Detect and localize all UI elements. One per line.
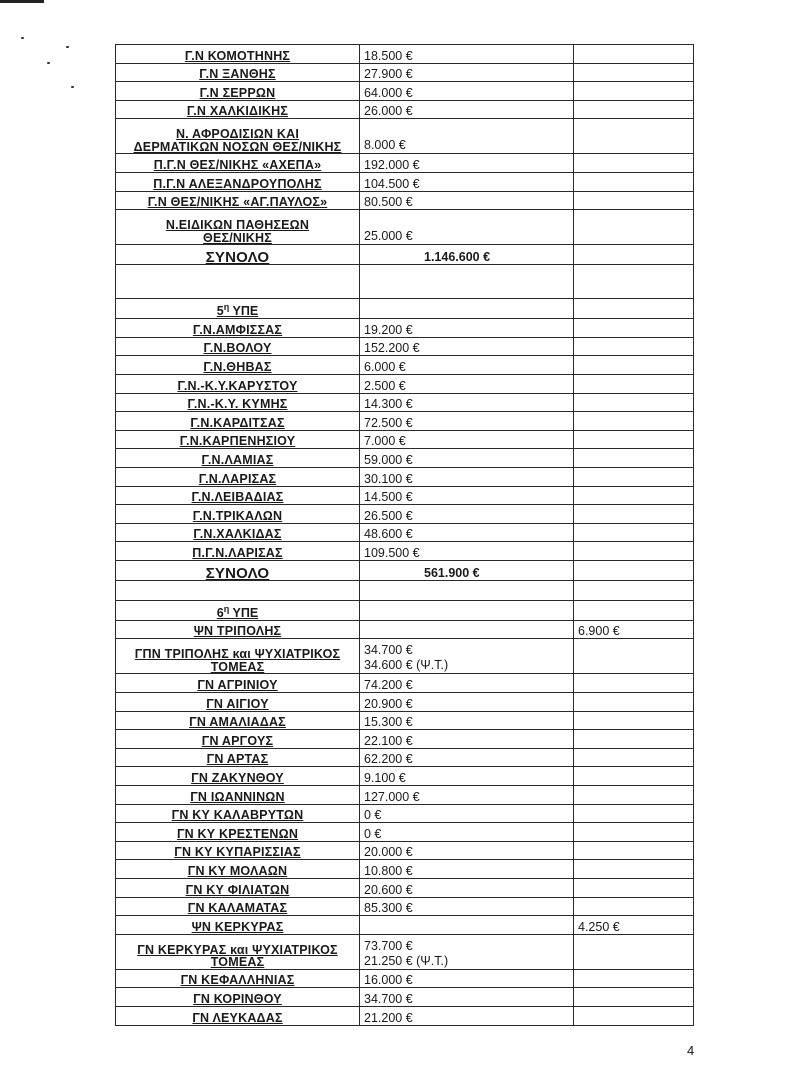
- amount-cell: [360, 916, 574, 935]
- facility-name: ΓΝ ΛΕΥΚΑΔΑΣ: [116, 1006, 360, 1025]
- facility-name: ΓΝ ΚΥ ΦΙΛΙΑΤΩΝ: [116, 879, 360, 898]
- amount-cell: 10.800 €: [360, 860, 574, 879]
- total-label: ΣΥΝΟΛΟ: [116, 245, 360, 265]
- facility-name: Π.Γ.Ν.ΛΑΡΙΣΑΣ: [116, 542, 360, 561]
- total-value: 1.146.600 €: [360, 245, 574, 265]
- facility-name: ΓΝ ΚΥ ΚΡΕΣΤΕΝΩΝ: [116, 823, 360, 842]
- table-row: [116, 934, 694, 969]
- extra-amount-cell: [574, 767, 694, 786]
- amount-cell: 15.300 €: [360, 711, 574, 730]
- table-row: [116, 154, 694, 173]
- extra-amount-cell: 4.250 €: [574, 916, 694, 935]
- facility-name: Γ.Ν.ΛΑΜΙΑΣ: [116, 449, 360, 468]
- amount-line: 73.700 €: [364, 938, 413, 953]
- table-row: [116, 711, 694, 730]
- facility-name-line: ΘΕΣ/ΝΙΚΗΣ: [203, 230, 272, 245]
- table-row: [116, 45, 694, 64]
- table-row: [116, 860, 694, 879]
- extra-amount-cell: [574, 210, 694, 245]
- empty-cell: [574, 600, 694, 620]
- facility-name: ΓΝ ΑΜΑΛΙΑΔΑΣ: [116, 711, 360, 730]
- amount-cell: 26.500 €: [360, 505, 574, 524]
- table-row: [116, 319, 694, 338]
- total-label: ΣΥΝΟΛΟ: [116, 560, 360, 580]
- amount-cell: 72.500 €: [360, 412, 574, 431]
- extra-amount-cell: [574, 711, 694, 730]
- table-row: [116, 639, 694, 674]
- extra-amount-cell: [574, 823, 694, 842]
- facility-name: Γ.Ν.-Κ.Υ. ΚΥΜΗΣ: [116, 393, 360, 412]
- table-row: [116, 449, 694, 468]
- amount-cell: 64.000 €: [360, 82, 574, 101]
- extra-amount-cell: [574, 119, 694, 154]
- extra-amount-cell: [574, 100, 694, 119]
- facility-name: Γ.Ν.ΒΟΛΟΥ: [116, 337, 360, 356]
- facility-name: ΓΝ ΑΓΡΙΝΙΟΥ: [116, 674, 360, 693]
- amount-cell: 30.100 €: [360, 467, 574, 486]
- facility-name: ΓΝ ΑΡΓΟΥΣ: [116, 730, 360, 749]
- facility-name: ΓΝ ΚΑΛΑΜΑΤΑΣ: [116, 897, 360, 916]
- facility-name: [116, 934, 360, 969]
- amount-cell: 109.500 €: [360, 542, 574, 561]
- table-row: [116, 730, 694, 749]
- amount-cell: 0 €: [360, 804, 574, 823]
- empty-cell: [360, 600, 574, 620]
- amount-cell: 16.000 €: [360, 969, 574, 988]
- extra-amount-cell: [574, 542, 694, 561]
- facility-name: Π.Γ.Ν ΑΛΕΞΑΝΔΡΟΥΠΟΛΗΣ: [116, 172, 360, 191]
- table-row: [116, 988, 694, 1007]
- facility-name: Γ.Ν.ΛΕΙΒΑΔΙΑΣ: [116, 486, 360, 505]
- facility-name: Γ.Ν ΘΕΣ/ΝΙΚΗΣ «ΑΓ.ΠΑΥΛΟΣ»: [116, 191, 360, 210]
- amount-line: 34.700 €: [364, 643, 413, 658]
- facility-name: ΓΝ ΚΟΡΙΝΘΟΥ: [116, 988, 360, 1007]
- facility-name: Π.Γ.Ν ΘΕΣ/ΝΙΚΗΣ «ΑΧΕΠΑ»: [116, 154, 360, 173]
- extra-amount-cell: [574, 804, 694, 823]
- section-heading: $5^\eta$ ΥΠΕ: [116, 299, 360, 319]
- table-row: [116, 430, 694, 449]
- empty-cell: [360, 265, 574, 299]
- facility-name: ΓΝ ΙΩΑΝΝΙΝΩΝ: [116, 786, 360, 805]
- facility-name: Γ.Ν ΞΑΝΘΗΣ: [116, 63, 360, 82]
- scan-speck: [66, 46, 69, 48]
- facility-name-line: ΤΟΜΕΑΣ: [210, 659, 265, 674]
- amount-cell: 14.500 €: [360, 486, 574, 505]
- amount-cell: 20.000 €: [360, 841, 574, 860]
- amount-cell: [360, 639, 574, 674]
- extra-amount-cell: [574, 319, 694, 338]
- facility-name-line: Ν. ΑΦΡΟΔΙΣΙΩΝ ΚΑΙ: [175, 127, 300, 142]
- amount-cell: [360, 119, 574, 154]
- table-row: [116, 265, 694, 299]
- amount-cell: 192.000 €: [360, 154, 574, 173]
- empty-cell: [116, 580, 360, 600]
- facility-name: ΓΝ ΑΙΓΙΟΥ: [116, 693, 360, 712]
- extra-amount-cell: [574, 467, 694, 486]
- table-row: [116, 580, 694, 600]
- empty-cell: [360, 299, 574, 319]
- table-row: [116, 210, 694, 245]
- total-value: 561.900 €: [360, 560, 574, 580]
- facility-name: Γ.Ν.ΘΗΒΑΣ: [116, 356, 360, 375]
- amount-cell: 2.500 €: [360, 374, 574, 393]
- facility-name: ΨΝ ΤΡΙΠΟΛΗΣ: [116, 620, 360, 639]
- facility-name: Γ.Ν ΚΟΜΟΤΗΝΗΣ: [116, 45, 360, 64]
- facility-name-line: ΓΝ ΚΕΡΚΥΡΑΣ και ΨΥΧΙΑΤΡΙΚΟΣ: [137, 942, 338, 957]
- table-row: [116, 767, 694, 786]
- amount-cell: [360, 934, 574, 969]
- amount-line: 21.250 € (Ψ.Τ.): [364, 953, 449, 968]
- amount-cell: 6.000 €: [360, 356, 574, 375]
- amount-cell: 20.600 €: [360, 879, 574, 898]
- extra-amount-cell: [574, 748, 694, 767]
- table-row: [116, 467, 694, 486]
- amount-cell: 34.700 €: [360, 988, 574, 1007]
- extra-amount-cell: [574, 639, 694, 674]
- extra-amount-cell: [574, 879, 694, 898]
- amount-cell: 74.200 €: [360, 674, 574, 693]
- extra-amount-cell: [574, 934, 694, 969]
- empty-cell: [574, 265, 694, 299]
- table-row: [116, 299, 694, 319]
- amount-cell: 152.200 €: [360, 337, 574, 356]
- table-row: [116, 693, 694, 712]
- facility-name: [116, 639, 360, 674]
- extra-amount-cell: [574, 63, 694, 82]
- page-number: 4: [687, 1043, 695, 1058]
- amount-cell: 59.000 €: [360, 449, 574, 468]
- extra-amount-cell: [574, 730, 694, 749]
- extra-amount-cell: [574, 449, 694, 468]
- facility-name-line: Ν.ΕΙΔΙΚΩΝ ΠΑΘΗΣΕΩΝ: [165, 218, 310, 233]
- amount-line: 25.000 €: [364, 229, 413, 244]
- table-row: [116, 191, 694, 210]
- extra-amount-cell: [574, 245, 694, 265]
- amount-cell: 21.200 €: [360, 1006, 574, 1025]
- facility-name: ΓΝ ΚΥ ΜΟΛΑΩΝ: [116, 860, 360, 879]
- extra-amount-cell: [574, 430, 694, 449]
- facility-name: ΓΝ ΑΡΤΑΣ: [116, 748, 360, 767]
- amount-cell: [360, 210, 574, 245]
- table-row: [116, 82, 694, 101]
- amount-cell: 20.900 €: [360, 693, 574, 712]
- amount-line: 8.000 €: [364, 138, 406, 153]
- empty-cell: [116, 265, 360, 299]
- table-row: [116, 412, 694, 431]
- table-row: [116, 969, 694, 988]
- facility-name-line: ΓΠΝ ΤΡΙΠΟΛΗΣ και ΨΥΧΙΑΤΡΙΚΟΣ: [134, 647, 341, 662]
- extra-amount-cell: [574, 172, 694, 191]
- facility-name: [116, 119, 360, 154]
- extra-amount-cell: [574, 45, 694, 64]
- extra-amount-cell: [574, 523, 694, 542]
- table-row: [116, 119, 694, 154]
- scan-speck: [71, 86, 74, 88]
- amount-cell: 27.900 €: [360, 63, 574, 82]
- table-row: [116, 523, 694, 542]
- table-row: [116, 542, 694, 561]
- amount-cell: 104.500 €: [360, 172, 574, 191]
- amount-cell: 48.600 €: [360, 523, 574, 542]
- table-row: [116, 63, 694, 82]
- extra-amount-cell: [574, 693, 694, 712]
- extra-amount-cell: [574, 82, 694, 101]
- table-row: [116, 245, 694, 265]
- facility-name: Γ.Ν.ΛΑΡΙΣΑΣ: [116, 467, 360, 486]
- extra-amount-cell: [574, 393, 694, 412]
- table-row: [116, 804, 694, 823]
- amount-cell: 22.100 €: [360, 730, 574, 749]
- extra-amount-cell: 6.900 €: [574, 620, 694, 639]
- amount-cell: 14.300 €: [360, 393, 574, 412]
- extra-amount-cell: [574, 191, 694, 210]
- extra-amount-cell: [574, 674, 694, 693]
- extra-amount-cell: [574, 356, 694, 375]
- empty-cell: [574, 299, 694, 319]
- facility-name: Γ.Ν.ΚΑΡΔΙΤΣΑΣ: [116, 412, 360, 431]
- table-row: [116, 172, 694, 191]
- amount-cell: 127.000 €: [360, 786, 574, 805]
- facility-name: Γ.Ν ΧΑΛΚΙΔΙΚΗΣ: [116, 100, 360, 119]
- extra-amount-cell: [574, 154, 694, 173]
- facility-name: [116, 210, 360, 245]
- table-row: [116, 879, 694, 898]
- facility-name: Γ.Ν.ΚΑΡΠΕΝΗΣΙΟΥ: [116, 430, 360, 449]
- ordinal-suffix: η: [223, 603, 230, 614]
- extra-amount-cell: [574, 337, 694, 356]
- amount-cell: 7.000 €: [360, 430, 574, 449]
- table-row: [116, 393, 694, 412]
- amount-cell: 26.000 €: [360, 100, 574, 119]
- extra-amount-cell: [574, 841, 694, 860]
- table-row: [116, 486, 694, 505]
- table-row: [116, 100, 694, 119]
- amount-cell: 85.300 €: [360, 897, 574, 916]
- extra-amount-cell: [574, 897, 694, 916]
- section-heading: $6^\eta$ ΥΠΕ: [116, 600, 360, 620]
- scan-edge-mark: [0, 0, 44, 3]
- table-row: [116, 505, 694, 524]
- facility-name: ΓΝ ΚΕΦΑΛΛΗΝΙΑΣ: [116, 969, 360, 988]
- amount-cell: 19.200 €: [360, 319, 574, 338]
- facility-name: ΓΝ ΚΥ ΚΑΛΑΒΡΥΤΩΝ: [116, 804, 360, 823]
- amount-line: 34.600 € (Ψ.Τ.): [364, 658, 449, 673]
- budget-table: [115, 44, 694, 1026]
- facility-name: ΓΝ ΚΥ ΚΥΠΑΡΙΣΣΙΑΣ: [116, 841, 360, 860]
- table-row: [116, 374, 694, 393]
- extra-amount-cell: [574, 560, 694, 580]
- extra-amount-cell: [574, 969, 694, 988]
- extra-amount-cell: [574, 486, 694, 505]
- facility-name: ΓΝ ΖΑΚΥΝΘΟΥ: [116, 767, 360, 786]
- extra-amount-cell: [574, 860, 694, 879]
- table-row: [116, 823, 694, 842]
- facility-name: Γ.Ν.-Κ.Υ.ΚΑΡΥΣΤΟΥ: [116, 374, 360, 393]
- table-row: [116, 1006, 694, 1025]
- extra-amount-cell: [574, 988, 694, 1007]
- table-row: [116, 841, 694, 860]
- facility-name: Γ.Ν ΣΕΡΡΩΝ: [116, 82, 360, 101]
- table-row: [116, 560, 694, 580]
- amount-cell: 80.500 €: [360, 191, 574, 210]
- extra-amount-cell: [574, 505, 694, 524]
- amount-cell: 0 €: [360, 823, 574, 842]
- table-row: [116, 916, 694, 935]
- table-row: [116, 786, 694, 805]
- amount-cell: 18.500 €: [360, 45, 574, 64]
- extra-amount-cell: [574, 1006, 694, 1025]
- table-row: [116, 674, 694, 693]
- extra-amount-cell: [574, 786, 694, 805]
- facility-name: ΨΝ ΚΕΡΚΥΡΑΣ: [116, 916, 360, 935]
- table-row: [116, 748, 694, 767]
- empty-cell: [574, 580, 694, 600]
- extra-amount-cell: [574, 374, 694, 393]
- table-row: [116, 337, 694, 356]
- amount-cell: 62.200 €: [360, 748, 574, 767]
- scan-speck: [47, 62, 50, 64]
- table-row: [116, 620, 694, 639]
- amount-cell: [360, 620, 574, 639]
- facility-name: Γ.Ν.ΧΑΛΚΙΔΑΣ: [116, 523, 360, 542]
- amount-cell: 9.100 €: [360, 767, 574, 786]
- ordinal-suffix: η: [223, 302, 230, 312]
- scan-speck: [21, 37, 24, 39]
- facility-name-line: ΔΕΡΜΑΤΙΚΩΝ ΝΟΣΩΝ ΘΕΣ/ΝΙΚΗΣ: [133, 139, 342, 154]
- facility-name: Γ.Ν.ΤΡΙΚΑΛΩΝ: [116, 505, 360, 524]
- facility-name-line: ΤΟΜΕΑΣ: [210, 955, 265, 970]
- empty-cell: [360, 580, 574, 600]
- table-row: [116, 897, 694, 916]
- table-row: [116, 356, 694, 375]
- facility-name: Γ.Ν.ΑΜΦΙΣΣΑΣ: [116, 319, 360, 338]
- table-row: [116, 600, 694, 620]
- extra-amount-cell: [574, 412, 694, 431]
